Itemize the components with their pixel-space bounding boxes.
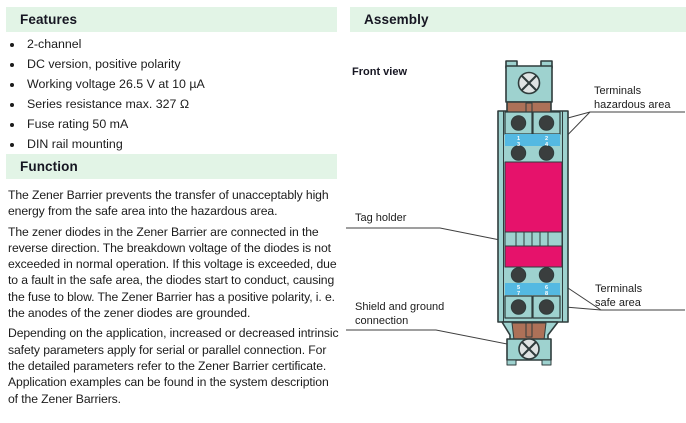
terminal-screw [539,116,553,130]
bottom-foot-left [507,360,516,365]
label-field-upper [505,162,562,232]
features-title: Features [20,12,78,27]
features-list [8,34,348,154]
terminals-safe-label: Terminals safe area [595,283,643,309]
terminal-number: 5 [516,285,521,291]
terminal-screw [511,146,525,160]
function-paragraph: The Zener Barrier prevents the transfer of unacceptably high energy from the safe area into the hazardous area. [8,188,329,219]
function-paragraph: Depending on the application, increased or decreased intrinsic safety parameters apply for serial or parallel connection. For the detailed parameters refer to the Zener Barrier certificate. Application examples can be found in the system description of the Zener Barriers. [8,326,339,406]
terminal-number: 8 [544,290,549,297]
terminal-number-band [505,283,560,295]
terminal-screw [539,146,553,160]
shield-ground-label: Shield and ground connection [355,301,445,327]
function-text [8,187,340,411]
tag-holder-label: Tag holder [355,212,407,224]
terminal-number-band [505,134,560,146]
feature-item: • DIN rail mounting [24,134,348,154]
terminal-number: 2 [544,136,549,142]
terminal-number: 6 [544,285,549,291]
tag-holder-strip [505,232,562,246]
terminal-screw [539,268,553,282]
label-field-lower [505,246,562,267]
assembly-title: Assembly [364,12,429,27]
function-header [6,154,337,179]
feature-item: • Working voltage 26.5 V at 10 µA [24,74,348,94]
function-paragraph: The zener diodes in the Zener Barrier are connected in the reverse direction. The breakdown voltage of the diodes is not exceeded in normal operation. If this voltage is exceeded, due to a fault in the safe area, the diodes start to conduct, causing the fuse to blow. The Zener Barrier has a positive polarity, i. e. the anodes of the zener diodes are grounded. [8,224,337,321]
assembly-header [350,7,686,32]
feature-item: • DC version, positive polarity [24,54,348,74]
terminal-number: 4 [544,141,549,148]
feature-item: • Series resistance max. 327 Ω [24,94,348,114]
function-title: Function [20,159,78,174]
terminal-screw [511,300,525,314]
terminal-number: 3 [516,141,521,148]
terminals-hazardous-label: Terminals hazardous area [594,85,671,111]
terminal-screw [511,268,525,282]
copper-slot-bottom [526,323,532,337]
features-header [6,7,337,32]
feature-item: • Fuse rating 50 mA [24,114,348,134]
terminal-screw [511,116,525,130]
terminal-number: 7 [516,290,521,297]
feature-item: • 2-channel [24,34,348,54]
front-view-label: Front view [352,66,408,78]
bottom-foot-right [542,360,551,365]
terminal-screw [539,300,553,314]
terminal-number: 1 [516,136,521,142]
device-body-group [498,61,568,365]
